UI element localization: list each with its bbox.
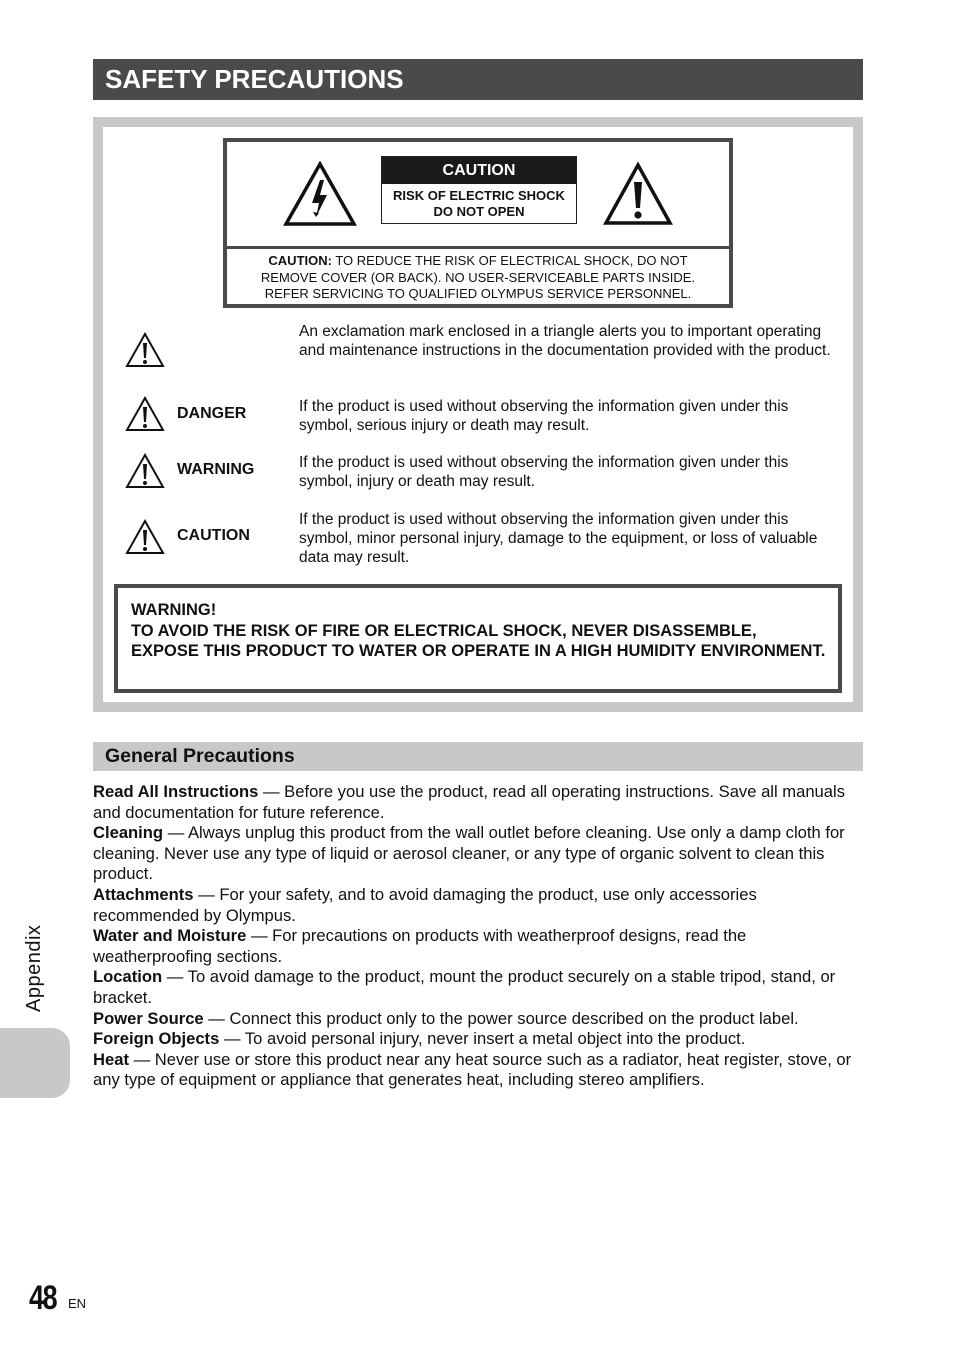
- precaution-term: Power Source: [93, 1008, 204, 1028]
- precaution-text: — For precautions on products with weatherproof designs, read the weatherproofing sections.: [93, 926, 747, 966]
- danger-description: If the product is used without observing the information given under this symbol, serious injury or death may result.: [299, 398, 789, 434]
- warning-triangle-icon: [125, 453, 165, 489]
- caution-label-box: [381, 156, 577, 224]
- precaution-item: [93, 823, 863, 885]
- caution-notice-line1: [227, 253, 729, 270]
- caution-label-line1: RISK OF ELECTRIC SHOCK: [393, 188, 565, 203]
- precaution-item: [93, 1050, 863, 1091]
- precaution-term: Location: [93, 967, 163, 987]
- precaution-text: — To avoid damage to the product, mount the product securely on a stable tripod, stand, or bracket.: [93, 967, 836, 1007]
- page-language: EN: [68, 1296, 87, 1311]
- precaution-term: Read All Instructions: [93, 782, 259, 801]
- caution-label-top: [227, 142, 729, 249]
- exclamation-triangle-icon: [125, 332, 165, 368]
- precaution-text: — Never use or store this product near any heat source such as a radiator, heat register, stove, or any type of equipment or appliance that generates heat, including stereo amplifiers.: [93, 1049, 852, 1090]
- precaution-term: Water and Moisture: [93, 926, 247, 946]
- caution-label-head: CAUTION: [382, 157, 576, 184]
- precaution-text: — Always unplug this product from the wall outlet before cleaning. Use only a damp cloth for cleaning. Never use any type of liquid or aerosol cleaner, or any type of organic solvent to clean this product.: [93, 823, 845, 884]
- caution-label-body: [382, 184, 576, 220]
- exclamation-triangle-icon: [603, 162, 673, 226]
- precaution-text: — To avoid personal injury, never insert a metal object into the product.: [219, 1029, 746, 1049]
- warning-label: WARNING: [177, 461, 255, 478]
- caution-label-line2: DO NOT OPEN: [433, 204, 525, 219]
- precaution-item: [93, 926, 863, 967]
- caution-notice-text1: TO REDUCE THE RISK OF ELECTRICAL SHOCK, DO NOT: [331, 253, 688, 268]
- precaution-text: — Before you use the product, read all operating instructions. Save all manuals and documentation for future reference.: [93, 782, 845, 822]
- appendix-side-tab[interactable]: [0, 1028, 70, 1098]
- section-title: General Precautions: [93, 742, 863, 771]
- page-title: SAFETY PRECAUTIONS: [93, 59, 863, 100]
- precaution-term: Cleaning: [93, 823, 164, 843]
- precaution-term: Foreign Objects: [93, 1029, 220, 1049]
- precaution-term: Attachments: [93, 884, 194, 904]
- caution-notice-line3: REFER SERVICING TO QUALIFIED OLYMPUS SERVICE PERSONNEL.: [264, 286, 692, 301]
- warning-box-heading: WARNING!: [131, 601, 217, 619]
- warning-box-text: TO AVOID THE RISK OF FIRE OR ELECTRICAL SHOCK, NEVER DISASSEMBLE, EXPOSE THIS PRODUCT TO WATER OR OPERATE IN A HIGH HUMIDITY ENVIRONMENT.: [131, 621, 826, 660]
- danger-triangle-icon: [125, 396, 165, 432]
- page-number: 48: [29, 1279, 57, 1317]
- warning-description: If the product is used without observing the information given under this symbol, injury or death may result.: [299, 454, 789, 490]
- appendix-side-tab-label: Appendix: [23, 924, 45, 1012]
- precaution-text: — For your safety, and to avoid damaging the product, use only accessories recommended by Olympus.: [93, 884, 757, 925]
- precaution-term: Heat: [93, 1049, 129, 1069]
- caution-triangle-icon: [125, 519, 165, 555]
- precaution-text: — Connect this product only to the power source described on the product label.: [203, 1008, 799, 1028]
- caution-label-frame: [223, 138, 733, 308]
- caution-notice: [227, 249, 729, 304]
- danger-label: DANGER: [177, 405, 247, 422]
- precaution-item: [93, 1009, 863, 1030]
- symbol-description-general: An exclamation mark enclosed in a triangle alerts you to important operating and maintenance instructions in the documentation provided with the product.: [299, 323, 831, 359]
- precaution-item: [93, 782, 863, 823]
- general-precautions-list: [93, 782, 863, 1091]
- precaution-item: [93, 885, 863, 926]
- warning-box: [114, 584, 842, 693]
- caution-notice-line2: REMOVE COVER (OR BACK). NO USER-SERVICEABLE PARTS INSIDE.: [260, 269, 696, 285]
- lightning-triangle-icon: [283, 161, 357, 227]
- precaution-item: [93, 1029, 863, 1050]
- caution-notice-lead: CAUTION:: [268, 253, 332, 268]
- caution-label: CAUTION: [177, 527, 250, 544]
- precaution-item: [93, 967, 863, 1008]
- caution-description: If the product is used without observing the information given under this symbol, minor personal injury, damage to the equipment, or loss of valuable data may result.: [299, 511, 818, 566]
